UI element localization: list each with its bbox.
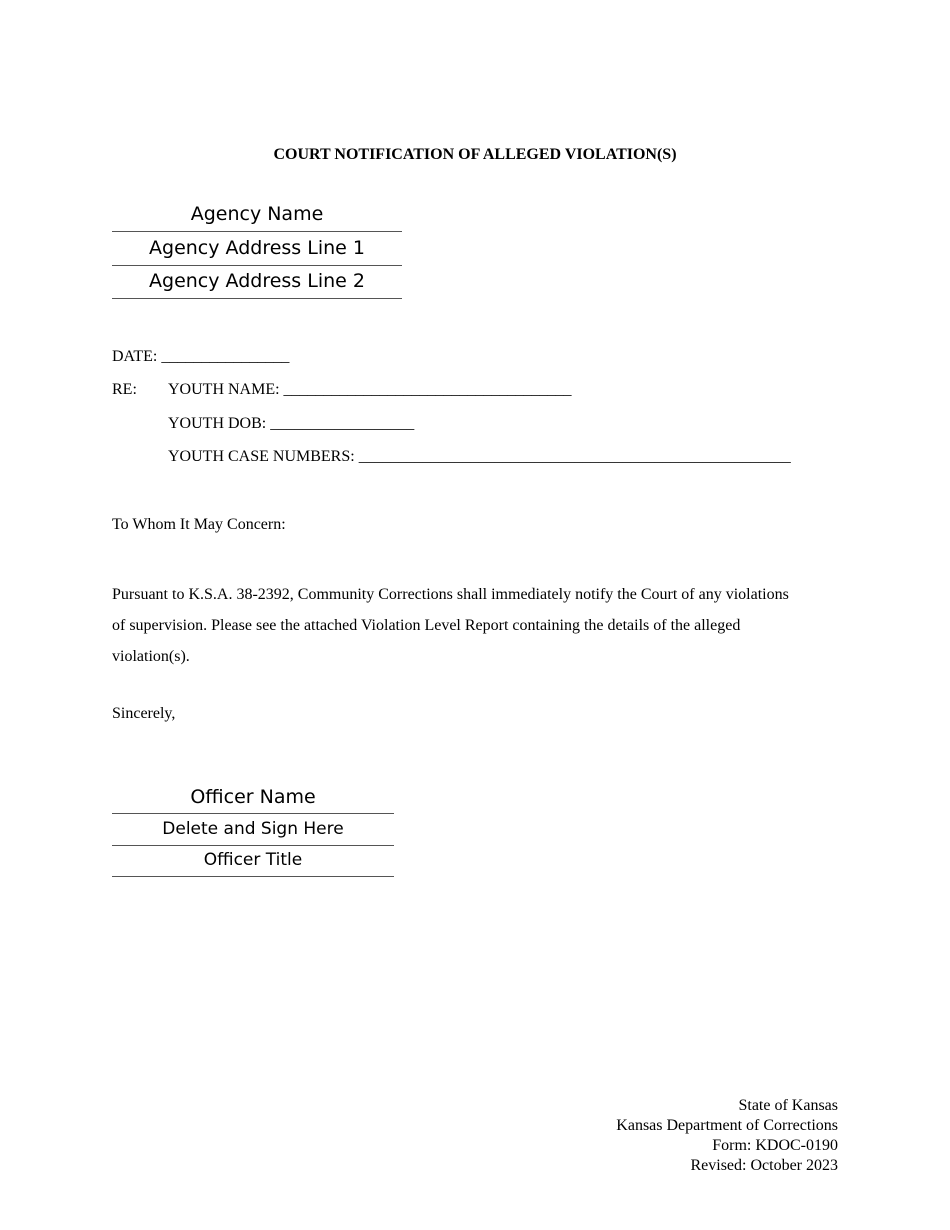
youth-case-numbers-row: [168, 448, 791, 466]
form-footer: [616, 1096, 838, 1176]
letter-body: [112, 579, 842, 672]
letter-body-line-3: violation(s).: [112, 648, 190, 665]
date-row: [112, 348, 289, 366]
officer-title-field[interactable]: Officer Title: [112, 846, 394, 877]
document-title: COURT NOTIFICATION OF ALLEGED VIOLATION(S): [273, 146, 677, 163]
officer-name-field[interactable]: Officer Name: [112, 783, 394, 814]
youth-dob-input[interactable]: __________________: [270, 415, 415, 432]
agency-name-field[interactable]: Agency Name: [112, 199, 402, 232]
youth-dob-row: [168, 415, 414, 433]
youth-dob-label: YOUTH DOB:: [168, 415, 267, 432]
closing: Sincerely,: [112, 705, 176, 722]
salutation: To Whom It May Concern:: [112, 516, 286, 533]
date-input[interactable]: ________________: [161, 348, 290, 365]
youth-name-input[interactable]: ____________________________________: [283, 381, 572, 398]
footer-form-number: Form: KDOC-0190: [712, 1137, 838, 1154]
letter-body-line-2: of supervision. Please see the attached Violation Level Report containing the details of the alleged: [112, 617, 741, 634]
agency-address-line-1-field[interactable]: Agency Address Line 1: [112, 233, 402, 266]
footer-revised-date: Revised: October 2023: [690, 1157, 838, 1174]
letter-body-line-1: Pursuant to K.S.A. 38-2392, Community Corrections shall immediately notify the Court of any violations: [112, 586, 789, 603]
agency-address-line-2-field[interactable]: Agency Address Line 2: [112, 266, 402, 299]
re-label: RE:: [112, 381, 137, 398]
footer-department: Kansas Department of Corrections: [616, 1117, 838, 1134]
footer-state: State of Kansas: [738, 1097, 838, 1114]
youth-name-label: YOUTH NAME:: [168, 381, 280, 398]
officer-signature-field[interactable]: Delete and Sign Here: [112, 815, 394, 846]
youth-case-numbers-label: YOUTH CASE NUMBERS:: [168, 448, 355, 465]
youth-name-row: [168, 381, 572, 399]
date-label: DATE:: [112, 348, 158, 365]
youth-case-numbers-input[interactable]: ______________________________________________________: [358, 448, 791, 465]
